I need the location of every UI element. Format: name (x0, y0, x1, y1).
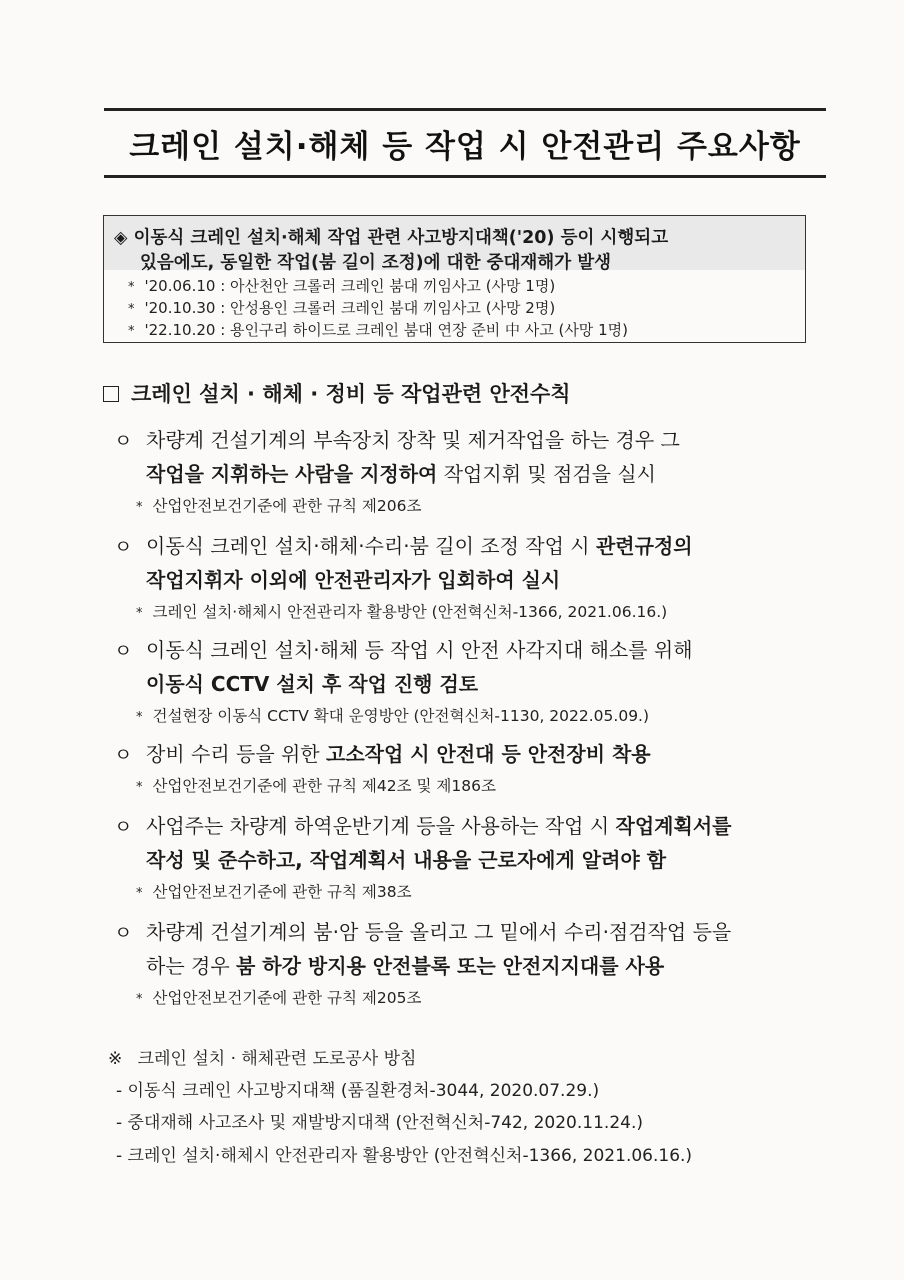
item-1-line1: 차량계 건설기계의 부속장치 장착 및 제거작업을 하는 경우 그 (146, 428, 680, 452)
item-6-line1: 차량계 건설기계의 붐·암 등을 올리고 그 밑에서 수리·점검작업 등을 (146, 920, 732, 944)
item-1-line2: 작업을 지휘하는 사람을 지정하여 작업지휘 및 점검을 실시 (146, 462, 657, 486)
title-box (104, 108, 826, 178)
bullet-icon: ㅇ (114, 430, 133, 452)
item-5-line2: 작성 및 준수하고, 작업계획서 내용을 근로자에게 알려야 함 (146, 848, 667, 872)
item-4-note: * 산업안전보건기준에 관한 규칙 제42조 및 제186조 (136, 777, 496, 795)
item-6-note: * 산업안전보건기준에 관한 규칙 제205조 (136, 989, 422, 1007)
item-2-line1: 이동식 크레인 설치·해체·수리·붐 길이 조정 작업 시 관련규정의 (146, 534, 693, 558)
summary-box (103, 215, 806, 343)
footer-line: - 크레인 설치·해체시 안전관리자 활용방안 (안전혁신처-1366, 2021.06.16.) (116, 1146, 693, 1166)
footer-line: - 중대재해 사고조사 및 재발방지대책 (안전혁신처-742, 2020.11.24.) (116, 1113, 643, 1133)
footer-heading: ※ 크레인 설치 · 해체관련 도로공사 방침 (108, 1049, 417, 1069)
checkbox-icon (103, 386, 119, 402)
item-5-line1: 사업주는 차량계 하역운반기계 등을 사용하는 작업 시 작업계획서를 (146, 814, 732, 838)
item-2-line2: 작업지휘자 이외에 안전관리자가 입회하여 실시 (146, 568, 561, 592)
accident-item: * '20.10.30 : 안성용인 크롤러 크레인 붐대 끼임사고 (사망 2명) (128, 299, 556, 317)
summary-lead-line2: 있음에도, 동일한 작업(붐 길이 조정)에 대한 중대재해가 발생 (140, 253, 612, 273)
item-3-line1: 이동식 크레인 설치·해체 등 작업 시 안전 사각지대 해소를 위해 (146, 638, 693, 662)
reference-mark-icon: ※ (108, 1049, 123, 1069)
bullet-icon: ㅇ (114, 816, 133, 838)
footer-line: - 이동식 크레인 사고방지대책 (품질환경처-3044, 2020.07.29.) (116, 1081, 600, 1101)
diamond-icon: ◈ (114, 228, 128, 248)
accident-item: * '20.06.10 : 아산천안 크롤러 크레인 붐대 끼임사고 (사망 1명) (128, 277, 556, 295)
summary-lead-line1: ◈ 이동식 크레인 설치·해체 작업 관련 사고방지대책('20) 등이 시행되고 (114, 228, 669, 248)
bullet-icon: ㅇ (114, 922, 133, 944)
bullet-icon: ㅇ (114, 744, 133, 766)
section-heading: 크레인 설치 · 해체 · 정비 등 작업관련 안전수칙 (103, 378, 571, 408)
accident-item: * '22.10.20 : 용인구리 하이드로 크레인 붐대 연장 준비 中 사고 (사망 1명) (128, 321, 628, 339)
bullet-icon: ㅇ (114, 536, 133, 558)
item-4-line1: 장비 수리 등을 위한 고소작업 시 안전대 등 안전장비 착용 (146, 742, 651, 766)
page-title: 크레인 설치·해체 등 작업 시 안전관리 주요사항 (129, 128, 801, 165)
item-3-note: * 건설현장 이동식 CCTV 확대 운영방안 (안전혁신처-1130, 2022.05.09.) (136, 707, 650, 725)
item-5-note: * 산업안전보건기준에 관한 규칙 제38조 (136, 883, 412, 901)
item-3-line2: 이동식 CCTV 설치 후 작업 진행 검토 (146, 672, 479, 696)
item-1-note: * 산업안전보건기준에 관한 규칙 제206조 (136, 497, 422, 515)
item-2-note: * 크레인 설치·해체시 안전관리자 활용방안 (안전혁신처-1366, 2021.06.16.) (136, 603, 668, 621)
item-6-line2: 하는 경우 붐 하강 방지용 안전블록 또는 안전지지대를 사용 (146, 954, 665, 978)
bullet-icon: ㅇ (114, 640, 133, 662)
